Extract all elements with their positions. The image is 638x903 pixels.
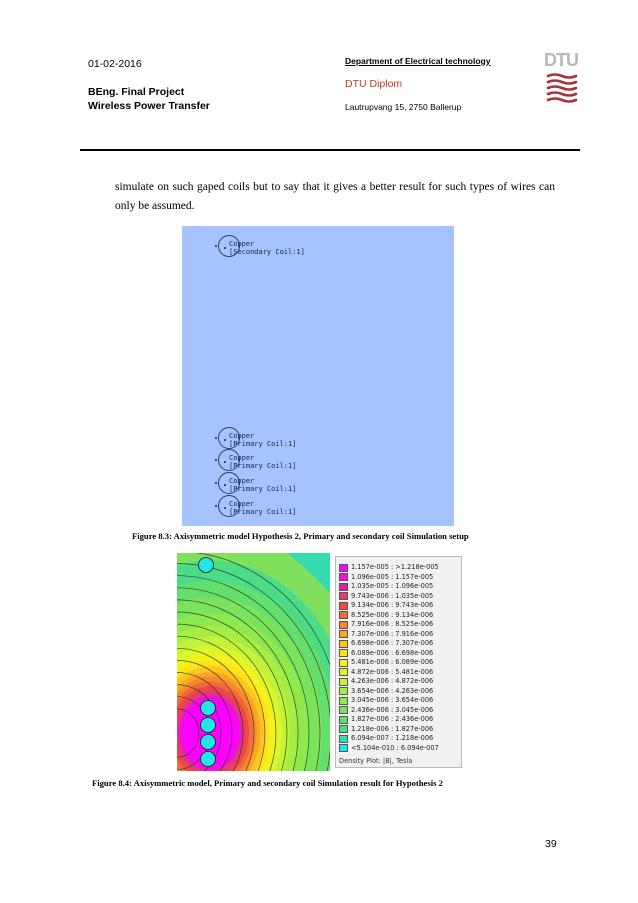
legend-range-label: 7.307e-006 : 7.916e-006 xyxy=(351,629,434,638)
legend-entry xyxy=(339,630,461,639)
legend-entry xyxy=(339,611,461,620)
legend-range-label: 3.654e-006 : 4.263e-006 xyxy=(351,686,434,695)
legend-entry xyxy=(339,734,461,743)
legend-swatch xyxy=(339,735,348,743)
legend-swatch xyxy=(339,697,348,705)
coil-material-label: Copper xyxy=(229,454,255,462)
legend-swatch xyxy=(339,564,348,572)
legend-swatch xyxy=(339,725,348,733)
legend-swatch xyxy=(339,573,348,581)
coil-circuit-label: [Secondary Coil:1] xyxy=(229,248,305,256)
legend-swatch xyxy=(339,668,348,676)
legend-swatch xyxy=(339,621,348,629)
legend-title: Density Plot: |B|, Tesla xyxy=(339,757,413,765)
coil-circuit-label: [Primary Coil:1] xyxy=(229,508,297,516)
node-point xyxy=(224,461,226,463)
coil-conductor xyxy=(201,701,216,716)
legend-range-label: 6.698e-006 : 7.307e-006 xyxy=(351,639,434,647)
legend-entry xyxy=(339,725,461,734)
legend-entry xyxy=(339,687,461,696)
header-address: Lautrupvang 15, 2750 Ballerup xyxy=(345,102,462,112)
legend-swatch xyxy=(339,649,348,657)
legend-range-label: 1.827e-006 : 2.436e-006 xyxy=(351,715,434,723)
legend-range-label: 9.743e-006 : 1.035e-005 xyxy=(351,591,434,600)
coil-conductor xyxy=(201,752,216,767)
coil-material-label: Copper xyxy=(229,477,255,485)
legend-range-label: 9.134e-006 : 9.743e-006 xyxy=(351,601,434,609)
coil-conductor xyxy=(201,718,216,733)
node-point xyxy=(224,507,226,509)
legend-swatch xyxy=(339,706,348,714)
coil-circuit-label: [Primary Coil:1] xyxy=(229,485,297,493)
legend-range-label: <5.104e-010 : 6.094e-007 xyxy=(351,743,439,752)
legend-entry xyxy=(339,592,461,601)
legend-entry xyxy=(339,573,461,582)
coil-circuit-label: [Primary Coil:1] xyxy=(229,462,297,470)
coil-circuit-label: [Primary Coil:1] xyxy=(229,440,297,448)
dtu-logo-text: DTU xyxy=(544,50,578,70)
body-paragraph: simulate on such gaped coils but to say that it gives a better result for such types of wires can only be assumed. xyxy=(115,181,555,212)
legend-range-label: 3.045e-006 : 3.654e-006 xyxy=(351,696,434,704)
legend-swatch xyxy=(339,602,348,610)
header-project: BEng. Final Project xyxy=(88,86,185,98)
coil-material-label: Copper xyxy=(229,432,255,440)
legend-range-label: 1.096e-005 : 1.157e-005 xyxy=(351,572,434,581)
legend-entry xyxy=(339,582,461,591)
node-point xyxy=(215,437,217,439)
legend-swatch xyxy=(339,592,348,600)
legend-range-label: 5.481e-006 : 6.089e-006 xyxy=(351,658,434,666)
legend-entry xyxy=(339,658,461,667)
legend-entry xyxy=(339,601,461,610)
legend-entry xyxy=(339,706,461,715)
legend-range-label: 4.263e-006 : 4.872e-006 xyxy=(351,677,434,685)
legend-entry xyxy=(339,649,461,658)
legend-entry xyxy=(339,715,461,724)
figure-density-plot xyxy=(177,553,464,771)
coil-material-label: Copper xyxy=(229,240,255,248)
legend-range-label: 8.525e-006 : 9.134e-006 xyxy=(351,610,434,619)
legend-entry xyxy=(339,668,461,677)
node-point xyxy=(215,482,217,484)
legend-entry xyxy=(339,677,461,686)
legend-swatch xyxy=(339,659,348,667)
page-number: 39 xyxy=(545,838,557,850)
legend-range-label: 1.157e-005 : >1.218e-005 xyxy=(351,563,439,571)
figure1-caption: Figure 8.3: Axisymmetric model Hypothesis 2, Primary and secondary coil Simulation setup xyxy=(132,531,469,541)
node-point xyxy=(215,245,217,247)
legend-swatch xyxy=(339,611,348,619)
node-point xyxy=(215,459,217,461)
figure-simulation-setup xyxy=(182,226,454,526)
header-title: Wireless Power Transfer xyxy=(88,100,210,112)
legend-range-label: 4.872e-006 : 5.481e-006 xyxy=(351,667,434,676)
legend-swatch xyxy=(339,744,348,752)
legend-entry xyxy=(339,744,461,753)
legend-swatch xyxy=(339,687,348,695)
coil-conductor xyxy=(201,735,216,750)
legend-range-label: 6.089e-006 : 6.698e-006 xyxy=(351,648,434,657)
legend-range-label: 1.218e-006 : 1.827e-006 xyxy=(351,724,434,733)
legend-swatch xyxy=(339,716,348,724)
density-legend xyxy=(335,556,462,768)
figure2-caption: Figure 8.4: Axisymmetric model, Primary and secondary coil Simulation result for Hypothesis 2 xyxy=(92,778,443,788)
node-point xyxy=(224,484,226,486)
legend-entry xyxy=(339,620,461,629)
coil-material-label: Copper xyxy=(229,500,255,508)
header-department: Department of Electrical technology xyxy=(345,56,491,66)
legend-range-label: 1.035e-005 : 1.096e-005 xyxy=(351,582,434,590)
legend-entry xyxy=(339,639,461,648)
header-school: DTU Diplom xyxy=(345,78,403,90)
dtu-logo-mark-icon xyxy=(544,72,588,104)
dtu-logo xyxy=(542,50,586,106)
legend-entry xyxy=(339,563,461,572)
legend-range-label: 7.916e-006 : 8.525e-006 xyxy=(351,620,434,628)
header-divider xyxy=(80,149,580,151)
legend-swatch xyxy=(339,640,348,648)
field-density-map xyxy=(177,553,335,771)
header-date: 01-02-2016 xyxy=(88,58,142,70)
legend-swatch xyxy=(339,630,348,638)
node-point xyxy=(224,247,226,249)
node-point xyxy=(215,505,217,507)
node-point xyxy=(224,439,226,441)
legend-range-label: 6.094e-007 : 1.218e-006 xyxy=(351,734,434,742)
coil-conductor xyxy=(199,558,214,573)
legend-swatch xyxy=(339,583,348,591)
legend-swatch xyxy=(339,678,348,686)
legend-entry xyxy=(339,696,461,705)
legend-range-label: 2.436e-006 : 3.045e-006 xyxy=(351,705,434,714)
